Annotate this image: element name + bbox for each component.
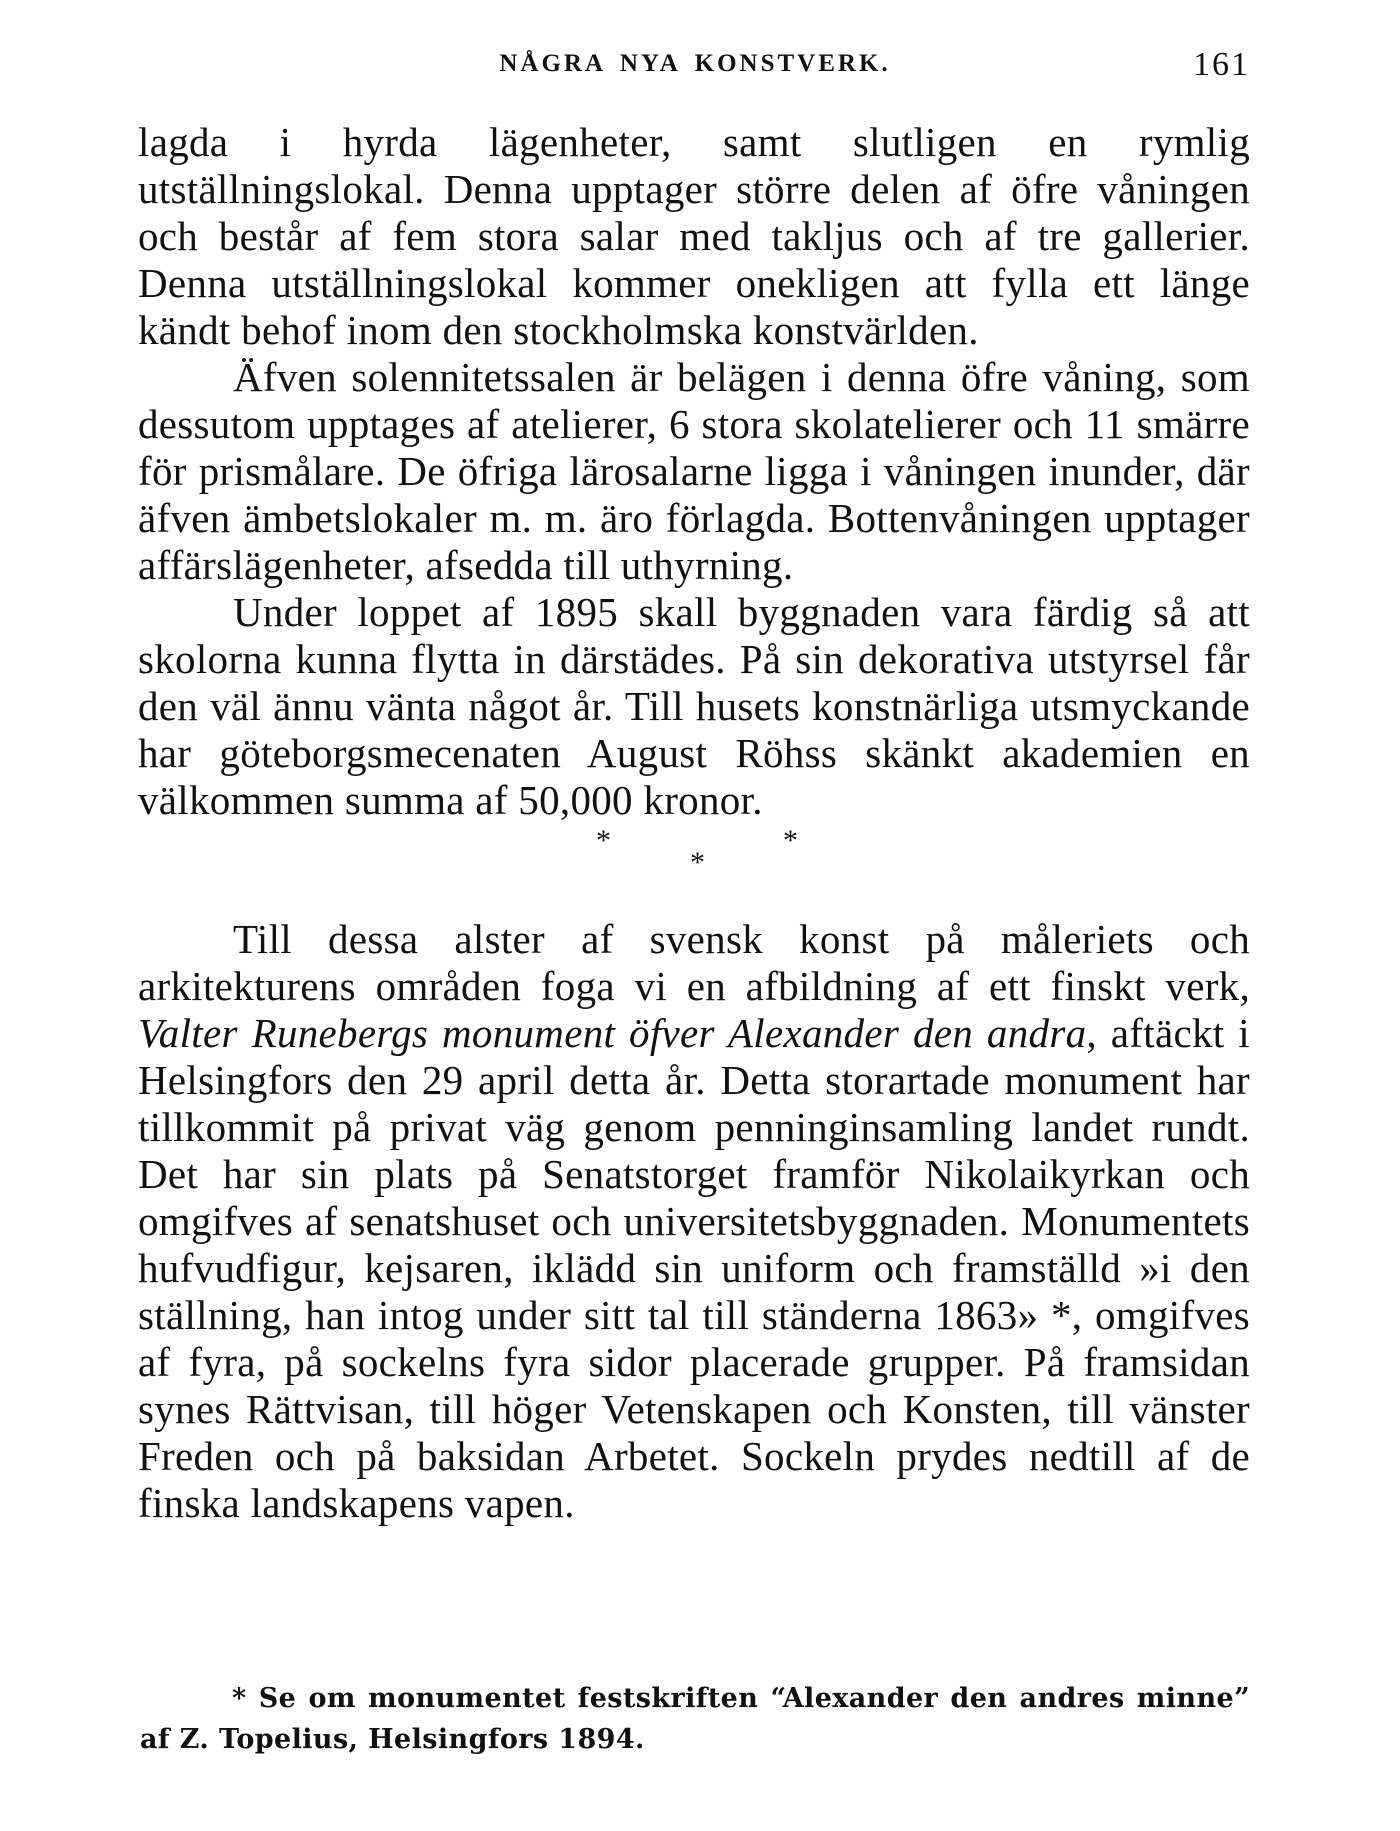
paragraph-4 xyxy=(138,916,1250,1527)
paragraph-4-start: Till dessa alster af svensk konst på måleriets och arkitekturens områden foga vi en afbildning af ett finskt verk, xyxy=(138,916,1250,1009)
paragraph-2: Äfven solennitetssalen är belägen i denna öfre våning, som dessutom upptages af atelierer, 6 stora skolatelierer och 11 smärre för prismålare. De öfriga lärosalarne ligga i våningen inunder, där äfven ämbetslokaler m. m. äro förlagda. Bottenvåningen upptager affärslägenheter, afsedda till uthyrning. xyxy=(138,354,1250,588)
running-title: NÅGRA NYA KONSTVERK. xyxy=(499,50,891,77)
paragraph-3: Under loppet af 1895 skall byggnaden vara färdig så att skolorna kunna flytta in därstädes. På sin dekorativa utstyrsel får den väl ännu vänta något år. Till husets konstnärliga utsmyckande har göteborgsmecenaten August Röhss skänkt akademien en välkommen summa af 50,000 kronor. xyxy=(138,589,1250,823)
asterisk-center: * xyxy=(690,846,706,879)
asterism-divider xyxy=(138,826,1250,916)
paragraph-4-rest: , aftäckt i Helsingfors den 29 april detta år. Detta storartade monument har tillkommit på privat väg genom penninginsamling landet rundt. Det har sin plats på Senatstorget framför Nikolaikyrkan och omgifves af senatshuset och universitetsbyggnaden. Monumentets hufvudfigur, kejsaren, iklädd sin uniform och framställd »i den ställning, han intog under sitt tal till ständerna 1863» *, omgifves af fyra, på sockelns fyra sidor placerade grupper. På framsidan synes Rättvisan, till höger Vetenskapen och Konsten, till vänster Freden och på baksidan Arbetet. Sockeln prydes nedtill af de finska landskapens vapen. xyxy=(138,1010,1250,1526)
monument-title: Valter Runebergs monument öfver Alexander den andra xyxy=(138,1010,1087,1056)
page-number: 161 xyxy=(1193,46,1250,83)
running-head xyxy=(140,46,1250,90)
paragraph-1: lagda i hyrda lägenheter, samt slutligen en rymlig utställningslokal. Denna upptager större delen af öfre våningen och består af fem stora salar med takljus och af tre gallerier. Denna utställningslokal kommer onekligen att fylla ett länge kändt behof inom den stockholmska konstvärlden. xyxy=(138,119,1250,353)
body-text xyxy=(138,119,1250,1527)
asterisk-right: * xyxy=(783,824,799,857)
footnote: * Se om monumentet festskriften “Alexander den andres minne” af Z. Topelius, Helsingfors 1894. xyxy=(140,1683,1250,1755)
asterisk-left: * xyxy=(596,824,612,857)
